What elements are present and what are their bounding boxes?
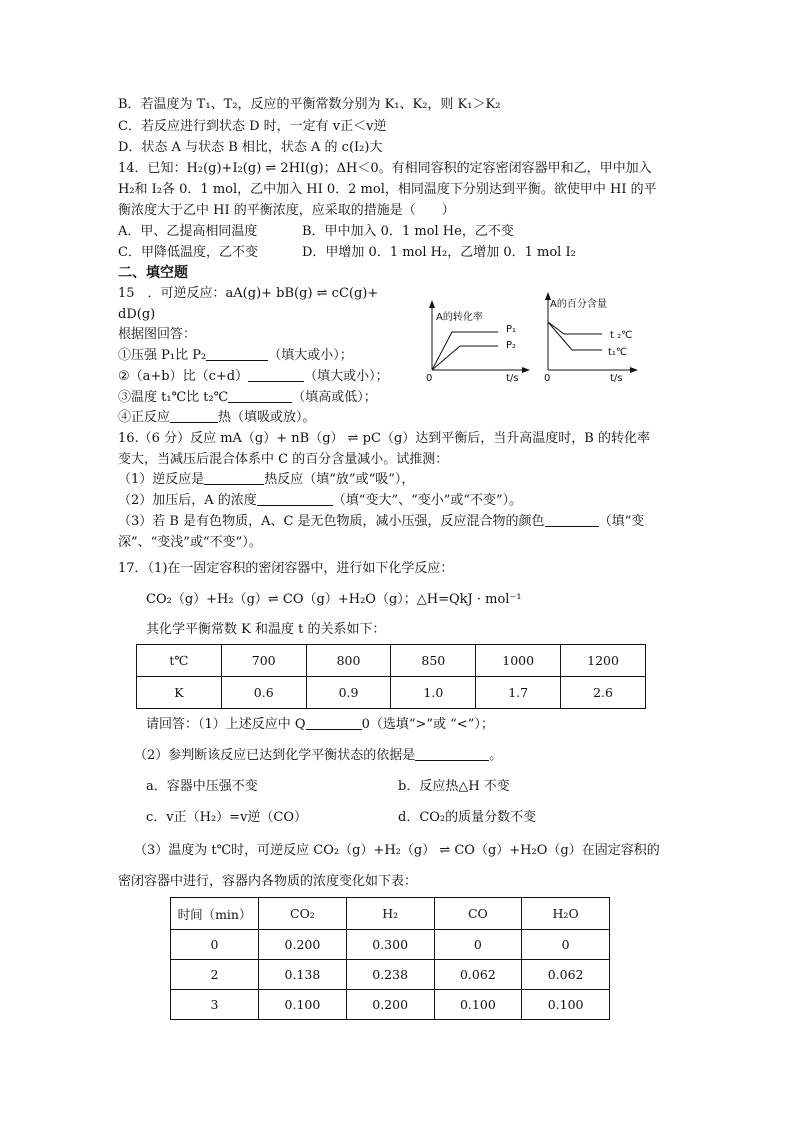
q13-option-d: D．状态 A 与状态 B 相比，状态 A 的 c(I₂)大: [118, 140, 383, 155]
q15-item-1: ①压强 P₁比 P₂ （填大或小）；: [118, 348, 353, 363]
graph1-ylabel: A的转化率: [436, 312, 483, 323]
q16-sub-2: （2）加压后，A 的浓度 （填“变大”、“变小”或“不变”）。: [118, 493, 523, 508]
q15-blank-3[interactable]: [228, 389, 292, 403]
table-row: 3 0.100 0.200 0.100 0.100: [171, 990, 610, 1020]
q17-reaction: CO₂（g）+H₂（g）⇌ CO（g）+H₂O（g）；△H=QkJ · mol⁻¹: [146, 592, 522, 607]
graph1-origin: 0: [426, 373, 433, 384]
q15-stem-line2: dD(g): [118, 307, 156, 322]
q17-option-b: b．反应热△H 不变: [398, 779, 510, 794]
concentration-table: [170, 897, 610, 1020]
q17-part2: （2）参判断该反应已达到化学平衡状态的依据是 。: [134, 748, 503, 763]
q14-stem-line1: 14．已知：H₂(g)+I₂(g) ⇌ 2HI(g)；ΔH＜0。有相同容积的定容密闭容器甲和乙，甲中加入: [118, 161, 652, 176]
q16-blank-2[interactable]: [257, 492, 333, 506]
q14-option-c: C．甲降低温度，乙不变: [118, 245, 258, 260]
q17-stem: 17．（1)在一固定容积的密闭容器中，进行如下化学反应：: [118, 561, 454, 576]
graph2-xlabel: t/s: [610, 373, 623, 384]
q13-option-b: B．若温度为 T₁、T₂，反应的平衡常数分别为 K₁、K₂，则 K₁＞K₂: [118, 97, 501, 112]
q15-item-2: ②（a+b）比（c+d） （填大或小）；: [118, 369, 389, 384]
percentage-graph: [540, 290, 660, 388]
q17-part3-line2: 密闭容器中进行，容器内各物质的浓度变化如下表：: [118, 874, 418, 889]
k-temperature-table: [136, 644, 646, 709]
conversion-graph: [420, 298, 530, 388]
graph2-t1-label: t₁℃: [608, 347, 628, 358]
q15-item-4: ④正反应 热（填吸或放）。: [118, 410, 316, 425]
graph1-p1-label: P₁: [506, 324, 517, 335]
table-row: 2 0.138 0.238 0.062 0.062: [171, 960, 610, 990]
q15-blank-4[interactable]: [170, 409, 218, 423]
graph1-xlabel: t/s: [506, 373, 519, 384]
table-row: t℃ 700 800 850 1000 1200: [137, 645, 646, 677]
q17-table-intro: 其化学平衡常数 K 和温度 t 的关系如下：: [146, 622, 386, 637]
table-row: K 0.6 0.9 1.0 1.7 2.6: [137, 677, 646, 709]
q14-option-b: B．甲中加入 0．1 mol He，乙不变: [302, 224, 514, 239]
q15-blank-2[interactable]: [248, 368, 304, 382]
q17-blank-1[interactable]: [306, 716, 362, 730]
q17-option-a: a．容器中压强不变: [146, 779, 258, 794]
q16-sub-3-cont: 深”、“变浅”或“不变”）。: [118, 535, 262, 550]
q17-option-c: c．v正（H₂）=v逆（CO）: [146, 810, 308, 825]
q15-item-3: ③温度 t₁℃比 t₂℃ （填高或低）；: [118, 390, 377, 405]
table-row: 0 0.200 0.300 0 0: [171, 930, 610, 960]
q15-stem-line1: 15 ．可逆反应：aA(g)+ bB(g) ⇌ cC(g)+: [118, 286, 379, 301]
q14-option-a: A．甲、乙提高相同温度: [118, 224, 258, 239]
q16-sub-3: （3）若 B 是有色物质，A、C 是无色物质，减小压强，反应混合物的颜色 （填“变: [118, 514, 645, 529]
q14-option-d: D．甲增加 0．1 mol H₂，乙增加 0．1 mol I₂: [302, 245, 576, 260]
graph1-p2-label: P₂: [506, 340, 517, 351]
graph2-t2-label: t ₂℃: [610, 330, 633, 341]
q17-blank-2[interactable]: [415, 747, 489, 761]
q17-part3-line1: （3）温度为 t℃时，可逆反应 CO₂（g）+H₂（g） ⇌ CO（g）+H₂O（g）在固定容积的: [134, 843, 660, 858]
graph2-ylabel: A的百分含量: [550, 299, 607, 310]
q15-prompt: 根据图回答：: [118, 327, 197, 342]
q16-sub-1: （1）逆反应是 热反应（填“放”或“吸”），: [118, 472, 415, 487]
table-row: 时间（min） CO₂ H₂ CO H₂O: [171, 898, 610, 930]
q16-blank-1[interactable]: [204, 471, 264, 485]
q14-stem-line2: H₂和 I₂各 0．1 mol，乙中加入 HI 0．2 mol，相同温度下分别达到平衡。欲使甲中 HI 的平: [118, 182, 657, 197]
q17-option-d: d．CO₂的质量分数不变: [398, 810, 537, 825]
q16-stem-line2: 变大，当减压后混合体系中 C 的百分含量减小。试推测：: [118, 452, 449, 467]
q14-stem-line3: 衡浓度大于乙中 HI 的平衡浓度，应采取的措施是（ ）: [118, 203, 455, 218]
q17-part1: 请回答：（1）上述反应中 Q 0（选填“>”或 “<”）；: [146, 717, 494, 732]
q16-stem-line1: 16.（6 分）反应 mA（g）+ nB（g） ⇌ pC（g）达到平衡后，当升高温度时，B 的转化率: [118, 431, 650, 446]
q13-option-c: C．若反应进行到状态 D 时，一定有 v正＜v逆: [118, 119, 387, 134]
q16-blank-3[interactable]: [545, 513, 599, 527]
q15-blank-1[interactable]: [206, 347, 268, 361]
section-title: 二、填空题: [118, 265, 188, 281]
graph2-origin: 0: [544, 373, 551, 384]
